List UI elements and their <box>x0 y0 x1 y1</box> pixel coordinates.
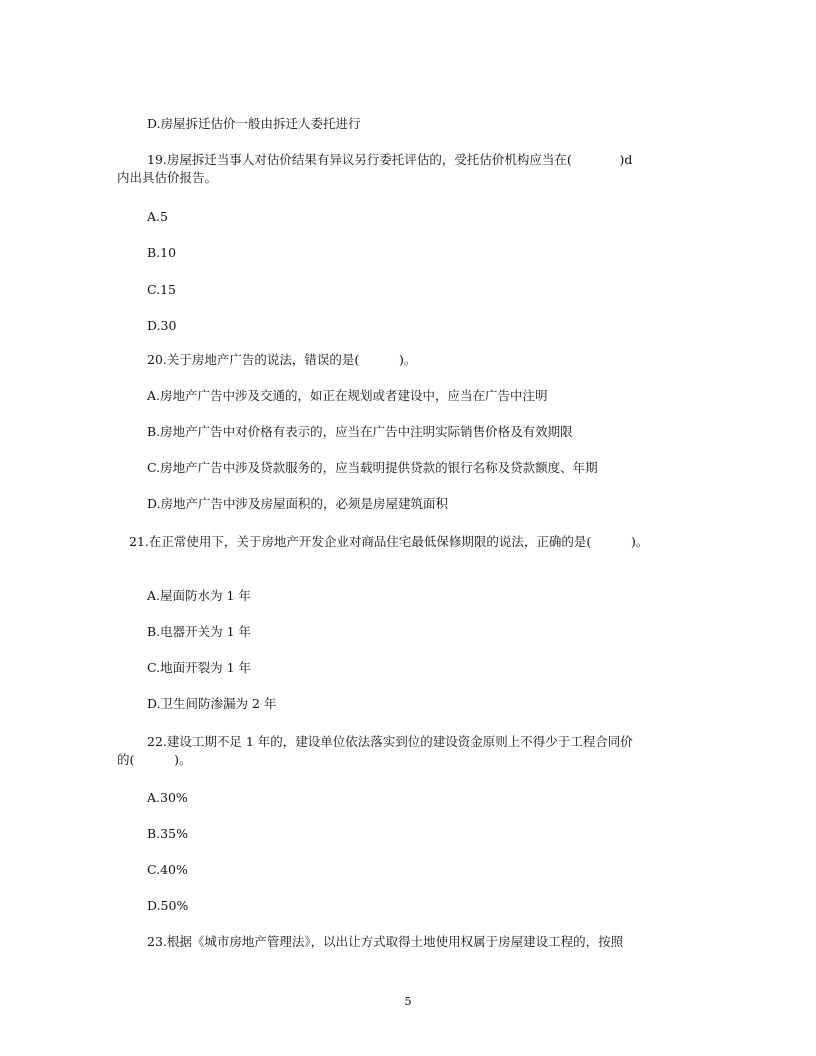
q22-stem-continued: 的( )。 <box>117 752 192 767</box>
q21-option-c: C.地面开裂为 1 年 <box>147 660 251 675</box>
q22-option-a: A.30% <box>147 790 188 805</box>
q19-stem-continued: 内出具估价报告。 <box>117 170 218 185</box>
q20-option-c: C.房地产广告中涉及贷款服务的，应当载明提供贷款的银行名称及贷款额度、年期 <box>147 460 598 475</box>
q23-stem: 23.根据《城市房地产管理法》，以出让方式取得土地使用权属于房屋建设工程的，按照 <box>147 934 624 949</box>
q18-option-d: D.房屋拆迁估价一般由拆迁人委托进行 <box>147 116 361 131</box>
page-number: 5 <box>404 994 412 1008</box>
q22-stem: 22.建设工期不足 1 年的，建设单位依法落实到位的建设资金原则上不得少于工程合同价 <box>147 734 633 749</box>
q20-option-d: D.房地产广告中涉及房屋面积的，必须是房屋建筑面积 <box>147 496 449 511</box>
q21-option-b: B.电器开关为 1 年 <box>147 624 252 639</box>
q21-stem: 21.在正常使用下，关于房地产开发企业对商品住宅最低保修期限的说法，正确的是( )。 <box>129 534 649 549</box>
q20-option-b: B.房地产广告中对价格有表示的，应当在广告中注明实际销售价格及有效期限 <box>147 424 573 439</box>
q19-option-b: B.10 <box>147 245 177 260</box>
q19-option-a: A.5 <box>147 209 168 224</box>
q20-stem: 20.关于房地产广告的说法，错误的是( )。 <box>147 352 417 367</box>
q20-option-a: A.房地产广告中涉及交通的，如正在规划或者建设中，应当在广告中注明 <box>147 388 548 403</box>
q19-option-d: D.30 <box>147 318 177 333</box>
q21-option-a: A.屋面防水为 1 年 <box>147 588 251 603</box>
q22-option-b: B.35% <box>147 826 188 841</box>
q19-stem: 19.房屋拆迁当事人对估价结果有异议另行委托评估的，受托估价机构应当在( )d <box>147 152 633 167</box>
q19-option-c: C.15 <box>147 282 176 297</box>
q22-option-d: D.50% <box>147 898 189 913</box>
q21-option-d: D.卫生间防渗漏为 2 年 <box>147 696 277 711</box>
q22-option-c: C.40% <box>147 862 188 877</box>
